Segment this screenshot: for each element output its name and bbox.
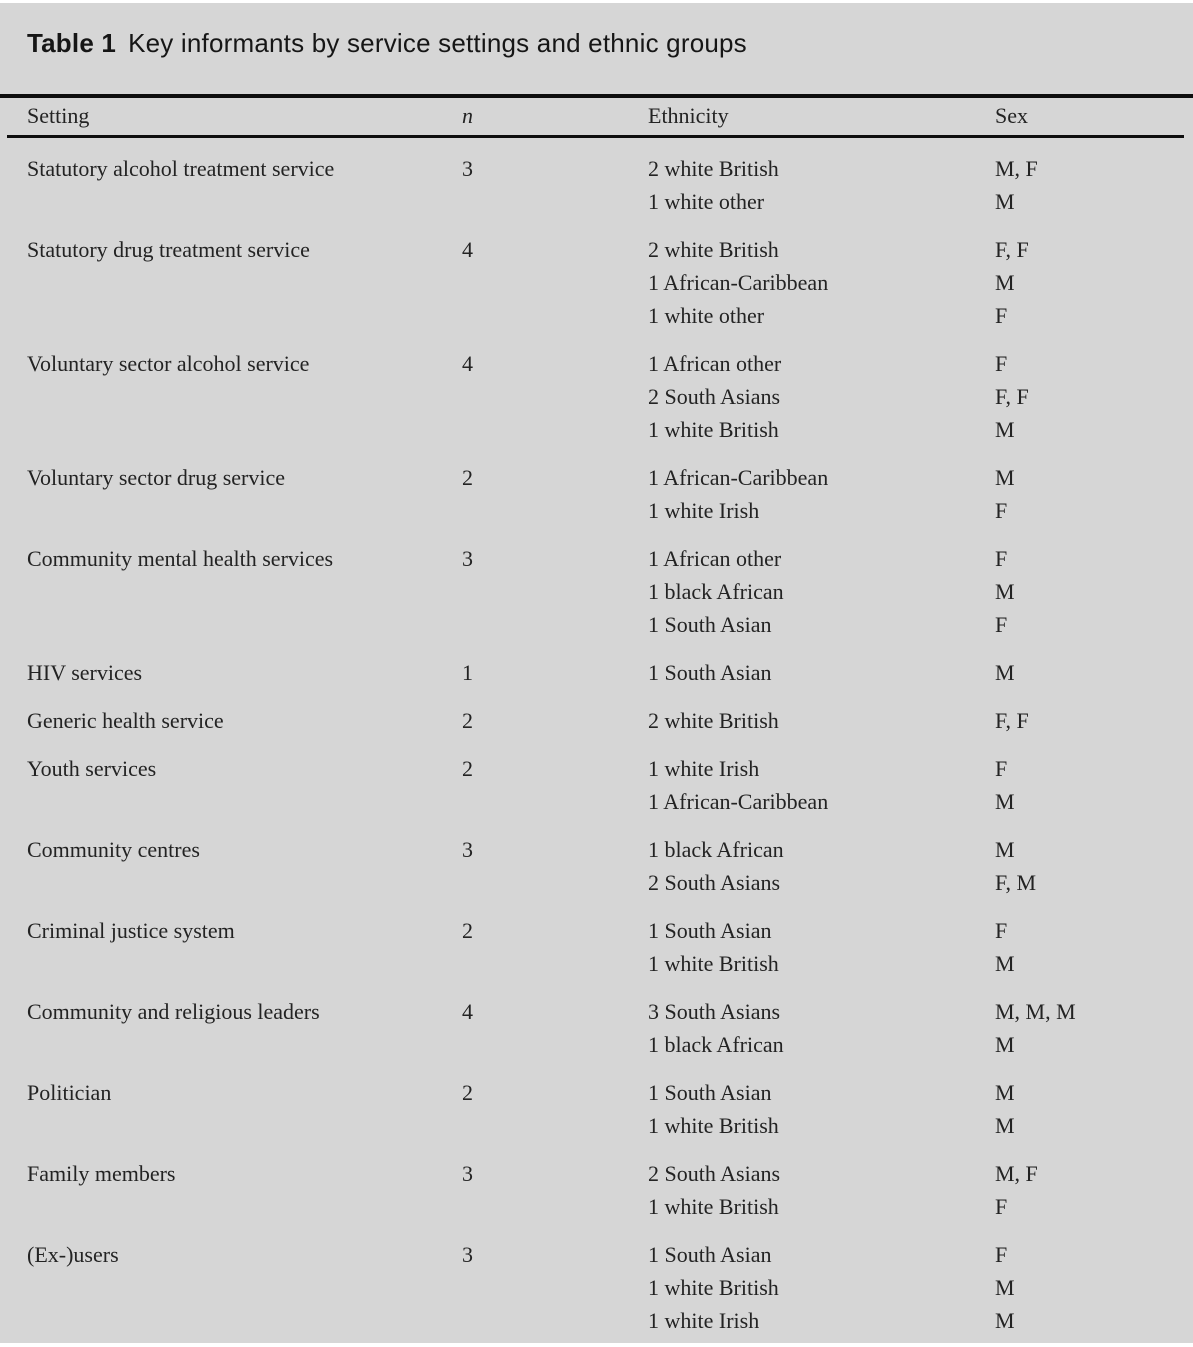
ethnicity-cell: 1 white Irish (648, 498, 760, 523)
ethnicity-cell: 1 white Irish (648, 756, 760, 781)
table-row-line (27, 1028, 1193, 1061)
n-cell: 3 (462, 1242, 473, 1267)
ethnicity-cell: 1 black African (648, 579, 784, 604)
table-row (27, 233, 1193, 332)
n-cell (462, 494, 648, 527)
column-header-setting: Setting (27, 103, 90, 128)
setting-cell: Community mental health services (27, 546, 334, 571)
table-caption-title: Key informants by service settings and ethnic groups (128, 28, 747, 58)
sex-cell: F (995, 1242, 1008, 1267)
sex-cell: M (995, 270, 1015, 295)
sex-cell: M (995, 1032, 1015, 1057)
setting-cell: Statutory alcohol treatment service (27, 156, 335, 181)
setting-cell (27, 299, 462, 332)
table-body (0, 152, 1193, 1337)
table-row (27, 1076, 1193, 1142)
table-row-line (27, 1271, 1193, 1304)
ethnicity-cell: 1 white British (648, 951, 779, 976)
table-header-rule (7, 135, 1184, 138)
table-row (27, 704, 1193, 737)
sex-cell: F (995, 546, 1008, 571)
setting-cell (27, 413, 462, 446)
n-cell (462, 575, 648, 608)
table-row-line (27, 575, 1193, 608)
n-cell (462, 413, 648, 446)
setting-cell (27, 575, 462, 608)
setting-cell: Statutory drug treatment service (27, 237, 310, 262)
n-cell (462, 1271, 648, 1304)
ethnicity-cell: 1 black African (648, 1032, 784, 1057)
table-row-line (27, 1109, 1193, 1142)
table-row (27, 542, 1193, 641)
scanned-paper-page (0, 3, 1193, 1343)
setting-cell: Community centres (27, 837, 200, 862)
table-row-line (27, 1157, 1193, 1190)
n-cell: 3 (462, 546, 473, 571)
ethnicity-cell: 1 African-Caribbean (648, 270, 829, 295)
table-row-line (27, 266, 1193, 299)
sex-cell: M (995, 837, 1015, 862)
setting-cell (27, 494, 462, 527)
setting-cell (27, 1304, 462, 1337)
setting-cell: Voluntary sector alcohol service (27, 351, 310, 376)
setting-cell (27, 785, 462, 818)
setting-cell (27, 1190, 462, 1223)
table-row-line (27, 233, 1193, 266)
ethnicity-cell: 1 South Asian (648, 612, 772, 637)
sex-cell: M (995, 660, 1015, 685)
column-header-n: n (462, 103, 473, 128)
n-cell: 1 (462, 660, 473, 685)
table-row (27, 1238, 1193, 1337)
sex-cell: F (995, 1194, 1008, 1219)
setting-cell: Community and religious leaders (27, 999, 320, 1024)
table-row-line (27, 461, 1193, 494)
ethnicity-cell: 1 African other (648, 351, 782, 376)
ethnicity-cell: 1 white British (648, 1194, 779, 1219)
sex-cell: F (995, 612, 1008, 637)
sex-cell: M (995, 1080, 1015, 1105)
n-cell (462, 1028, 648, 1061)
column-header-sex: Sex (995, 103, 1028, 128)
ethnicity-cell: 1 African-Caribbean (648, 465, 829, 490)
setting-cell (27, 185, 462, 218)
ethnicity-cell: 3 South Asians (648, 999, 781, 1024)
sex-cell: F (995, 303, 1008, 328)
ethnicity-cell: 1 South Asian (648, 1080, 772, 1105)
table-row-line (27, 995, 1193, 1028)
sex-cell: M (995, 417, 1015, 442)
setting-cell: HIV services (27, 660, 143, 685)
ethnicity-cell: 1 South Asian (648, 918, 772, 943)
table-row (27, 995, 1193, 1061)
table-row-line (27, 866, 1193, 899)
n-cell (462, 608, 648, 641)
table-row-line (27, 1076, 1193, 1109)
n-cell (462, 947, 648, 980)
table-row-line (27, 704, 1193, 737)
table-row (27, 152, 1193, 218)
table-row-line (27, 380, 1193, 413)
sex-cell: F, F (995, 237, 1029, 262)
table-row-line (27, 656, 1193, 689)
n-cell (462, 299, 648, 332)
setting-cell (27, 266, 462, 299)
ethnicity-cell: 2 South Asians (648, 870, 781, 895)
table-row-line (27, 347, 1193, 380)
ethnicity-cell: 2 white British (648, 237, 779, 262)
table-row-line (27, 299, 1193, 332)
sex-cell: M (995, 189, 1015, 214)
sex-cell: M (995, 465, 1015, 490)
sex-cell: F (995, 756, 1008, 781)
table-row-line (27, 752, 1193, 785)
sex-cell: M (995, 1275, 1015, 1300)
setting-cell (27, 1271, 462, 1304)
sex-cell: M, M, M (995, 999, 1076, 1024)
table-row-line (27, 914, 1193, 947)
sex-cell: M (995, 1308, 1015, 1333)
n-cell: 2 (462, 1080, 473, 1105)
sex-cell: M (995, 789, 1015, 814)
n-cell (462, 1109, 648, 1142)
sex-cell: F, F (995, 384, 1029, 409)
n-cell: 2 (462, 756, 473, 781)
setting-cell: (Ex-)users (27, 1242, 119, 1267)
setting-cell: Criminal justice system (27, 918, 235, 943)
table-top-rule (0, 94, 1193, 98)
table-row (27, 833, 1193, 899)
n-cell (462, 866, 648, 899)
ethnicity-cell: 1 South Asian (648, 1242, 772, 1267)
table-row (27, 656, 1193, 689)
n-cell: 2 (462, 918, 473, 943)
sex-cell: F (995, 918, 1008, 943)
table-row (27, 1157, 1193, 1223)
sex-cell: M, F (995, 1161, 1038, 1186)
ethnicity-cell: 1 black African (648, 837, 784, 862)
n-cell (462, 1190, 648, 1223)
n-cell (462, 185, 648, 218)
table-row-line (27, 413, 1193, 446)
table-row-line (27, 947, 1193, 980)
ethnicity-cell: 1 white British (648, 1113, 779, 1138)
n-cell: 4 (462, 237, 473, 262)
n-cell (462, 785, 648, 818)
n-cell: 2 (462, 465, 473, 490)
column-header-ethnicity: Ethnicity (648, 103, 729, 128)
table-header-row (0, 101, 1193, 131)
ethnicity-cell: 2 South Asians (648, 1161, 781, 1186)
setting-cell (27, 1028, 462, 1061)
n-cell: 3 (462, 156, 473, 181)
sex-cell: F (995, 498, 1008, 523)
setting-cell (27, 866, 462, 899)
ethnicity-cell: 1 white British (648, 417, 779, 442)
setting-cell (27, 380, 462, 413)
sex-cell: F (995, 351, 1008, 376)
setting-cell (27, 947, 462, 980)
table-row (27, 461, 1193, 527)
n-cell: 3 (462, 837, 473, 862)
n-cell: 3 (462, 1161, 473, 1186)
n-cell (462, 266, 648, 299)
table-row-line (27, 152, 1193, 185)
table-caption (27, 28, 747, 59)
n-cell: 2 (462, 708, 473, 733)
table-row-line (27, 185, 1193, 218)
ethnicity-cell: 1 South Asian (648, 660, 772, 685)
setting-cell: Generic health service (27, 708, 224, 733)
sex-cell: M (995, 951, 1015, 976)
table-row (27, 914, 1193, 980)
setting-cell (27, 608, 462, 641)
ethnicity-cell: 1 white British (648, 1275, 779, 1300)
table-row-line (27, 785, 1193, 818)
sex-cell: F, M (995, 870, 1037, 895)
n-cell (462, 380, 648, 413)
sex-cell: M (995, 579, 1015, 604)
n-cell: 4 (462, 351, 473, 376)
setting-cell: Politician (27, 1080, 112, 1105)
ethnicity-cell: 1 African other (648, 546, 782, 571)
ethnicity-cell: 1 African-Caribbean (648, 789, 829, 814)
table-caption-number: Table 1 (27, 28, 117, 58)
table-row-line (27, 833, 1193, 866)
table-row (27, 347, 1193, 446)
setting-cell: Voluntary sector drug service (27, 465, 286, 490)
table-row (27, 752, 1193, 818)
table-row-line (27, 608, 1193, 641)
setting-cell: Family members (27, 1161, 176, 1186)
table-row-line (27, 1304, 1193, 1337)
sex-cell: F, F (995, 708, 1029, 733)
n-cell (462, 1304, 648, 1337)
n-cell: 4 (462, 999, 473, 1024)
ethnicity-cell: 1 white other (648, 189, 765, 214)
ethnicity-cell: 1 white other (648, 303, 765, 328)
setting-cell (27, 1109, 462, 1142)
sex-cell: M (995, 1113, 1015, 1138)
ethnicity-cell: 2 white British (648, 708, 779, 733)
table-row-line (27, 494, 1193, 527)
ethnicity-cell: 1 white Irish (648, 1308, 760, 1333)
table-row-line (27, 1238, 1193, 1271)
sex-cell: M, F (995, 156, 1038, 181)
ethnicity-cell: 2 South Asians (648, 384, 781, 409)
table-row-line (27, 1190, 1193, 1223)
setting-cell: Youth services (27, 756, 157, 781)
table-row-line (27, 542, 1193, 575)
ethnicity-cell: 2 white British (648, 156, 779, 181)
